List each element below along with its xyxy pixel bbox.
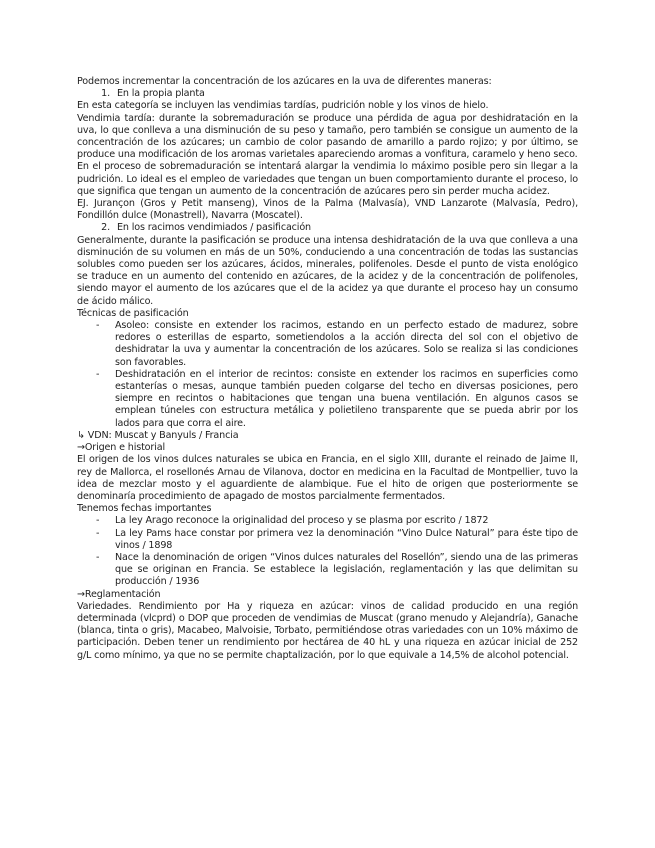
numbered-heading-1 <box>77 88 578 100</box>
list-dash: - <box>96 368 100 380</box>
list-item-text: Deshidratación en el interior de recintos: consiste en extender los racimos en superficies como estanterías o mesas, aunque también pueden colgarse del techo en diversas posiciones, pero siempre en recintos o habitaciones que tengan una buena ventilación. En algunos casos se emplean túneles con estructura metálica y polietileno transparente que se pueda abrir por los lados para que corra el aire. <box>115 368 578 429</box>
list-item-text: Asoleo: consiste en extender los racimos, estando en un perfecto estado de madurez, sobre redores o esterillas de esparto, sometiendolos a la acción directa del sol con el objetivo de deshidratar la uva y aumentar la concentración de los azúcares. Solo se realiza si las condiciones son favorables. <box>115 320 578 368</box>
list-item <box>77 552 578 589</box>
heading-2-number: 2. <box>101 222 110 234</box>
list-item <box>77 515 578 527</box>
list-item <box>77 320 578 369</box>
reglamentacion-heading: →Reglamentación <box>77 588 161 600</box>
list-item-text: Nace la denominación de origen “Vinos dulces naturales del Rosellón”, siendo una de las primeras que se originan en Francia. Se establece la legislación, reglamentación y las que delimitan su producción / 1936 <box>115 551 578 588</box>
tecnicas-list <box>77 320 578 430</box>
origen-paragraph: El origen de los vinos dulces naturales se ubica en Francia, en el siglo XIII, durante el reinado de Jaime II, rey de Mallorca, el rosellonés Arnau de Vilanova, doctor en medicina en la Facultad de Montpellier, tuvo la idea de mezclar mosto y el aguardiente de alambique. Fue el hito de origen que posteriormente se denominaría procedimiento de apagado de mostos parcialmente fermentados. <box>77 454 578 502</box>
category-paragraph: En esta categoría se incluyen las vendimias tardías, pudrición noble y los vinos de hielo. <box>77 100 489 112</box>
list-item <box>77 528 578 552</box>
numbered-heading-2 <box>77 222 578 234</box>
fechas-list <box>77 515 578 588</box>
pasificacion-paragraph: Generalmente, durante la pasificación se produce una intensa deshidratación de la uva que conlleva a una disminución de su volumen en más de un 50%, conduciendo a una concentración de todas las sustancias solubles como pueden ser los azúcares, ácidos, minerales, polifenoles. Desde el punto de vista enológico se traduce en un aumento del contenido en azúcares, de la acidez y de la concentración de polifenoles, siendo mayor el aumento de los azúcares que el de la acidez ya que durante el proceso hay un consumo de ácido málico. <box>77 234 578 307</box>
list-item-text: La ley Arago reconoce la originalidad del proceso y se plasma por escrito / 1872 <box>115 515 489 527</box>
list-dash: - <box>96 527 100 539</box>
list-item <box>77 369 578 430</box>
heading-2-text: En los racimos vendimiados / pasificación <box>117 222 311 234</box>
fechas-heading: Tenemos fechas importantes <box>77 503 212 515</box>
heading-1-text: En la propia planta <box>117 88 205 100</box>
origen-heading: →Origen e historial <box>77 442 165 454</box>
vdn-heading: ↳ VDN: Muscat y Banyuls / Francia <box>77 429 239 441</box>
list-dash: - <box>96 551 100 563</box>
tecnicas-heading: Técnicas de pasificación <box>77 307 189 319</box>
intro-paragraph: Podemos incrementar la concentración de los azúcares en la uva de diferentes maneras: <box>77 76 492 87</box>
vendimia-tardia-paragraph: Vendimia tardía: durante la sobremaduración se produce una pérdida de agua por deshidratación en la uva, lo que conlleva a una disminución de su peso y tamaño, pero también se consigue un aumento de la concentración de los azúcares; un cambio de color pasando de amarillo a pardo rojizo; y por último, se produce una modificación de los aromas varietales apareciendo aromas a vonfitura, caramelo y heno seco. <box>77 112 578 161</box>
variedades-paragraph: Variedades. Rendimiento por Ha y riqueza en azúcar: vinos de calidad producido en una región determinada (vlcprd) o DOP que proceden de vendimias de Muscat (grano menudo y Alejandría), Ganache (blanca, tinta o gris), Macabeo, Malvoisie, Torbato, permitiéndose otras variedades con un 10% máximo de participación. Deben tener un rendimiento por hectárea de 40 hL y una riqueza en azúcar inicial de 252 g/L como mínimo, ya que no se permite chaptalización, por lo que equivale a 14,5% de alcohol potencial. <box>77 600 578 661</box>
list-dash: - <box>96 515 100 527</box>
heading-1-number: 1. <box>101 88 110 100</box>
examples-paragraph: EJ. Jurançon (Gros y Petit manseng), Vinos de la Palma (Malvasía), VND Lanzarote (Malvasía, Pedro), Fondillón dulce (Monastrell), Navarra (Moscatel). <box>77 198 578 222</box>
sobremaduracion-paragraph: En el proceso de sobremaduración se intentará alargar la vendimia lo máximo posible pero sin llegar a la pudrición. Lo ideal es el empleo de variedades que tengan un buen comportamiento durante el proceso, lo que significa que tengan un aumento de la concentración de azúcares pero sin perder mucha acidez. <box>77 161 578 197</box>
list-item-text: La ley Pams hace constar por primera vez la denominación “Vino Dulce Natural” para éste tipo de vinos / 1898 <box>115 527 578 551</box>
list-dash: - <box>96 320 100 332</box>
